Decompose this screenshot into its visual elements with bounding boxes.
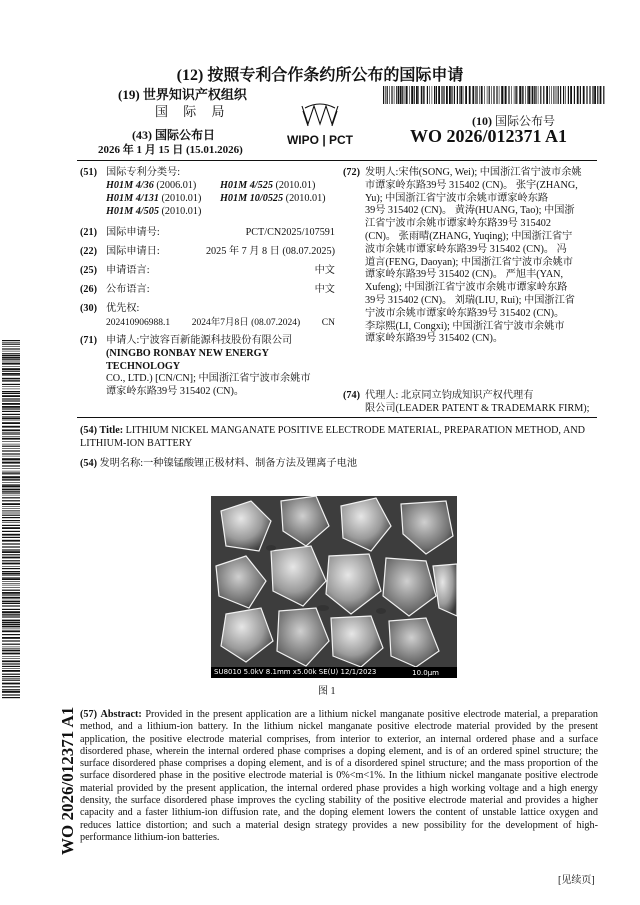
title-en: (54) Title: LITHIUM NICKEL MANGANATE POSITIVE ELECTRODE MATERIAL, PREPARATION METHOD, AND LITHIUM-ION BATTERY bbox=[80, 425, 586, 449]
ipc-row: H01M 4/505 (2010.01) bbox=[106, 205, 202, 217]
agent: 代理人: 北京同立钧成知识产权代理有 限公司(LEADER PATENT & TRADEMARK FIRM); bbox=[365, 390, 590, 414]
applicant: 申请人:宁波容百新能源科技股份有限公司 (NINGBO RONBAY NEW ENERGY TECHNOLOGY CO., LTD.) [CN/CN]; 中国浙江省宁波市余姚市 谭家岭东路39号 315402 (CN)。 bbox=[106, 335, 311, 398]
ipc-row: H01M 4/36 (2006.01) H01M 4/525 (2010.01) bbox=[106, 180, 316, 191]
priority-row: 202410906988.1 2024年7月8日 (08.07.2024) CN bbox=[106, 318, 335, 328]
document-title: (12) 按照专利合作条约所公布的国际申请 bbox=[176, 67, 464, 84]
inventors: 发明人:宋伟(SONG, Wei); 中国浙江省宁波市余姚 市谭家岭东路39号 315402 (CN)。 张宇(ZHANG, Yu); 中国浙江省宁波市余姚市谭家岭东路 39号 315402 (CN)。 黄涛(HUANG, Tao); 中国浙 江省宁波市余姚市谭家岭东路39号 315402 (CN)。 张雨晴(ZHANG, Yuqing); 中国浙江省宁 波市余姚市谭家岭东路39号 315402 (CN)。 冯 道言(FENG, Daoyan); 中国浙江省宁波市余姚市 谭家岭东路39号 315402 (CN)。 严旭丰(YAN, Xufeng); 中国浙江省宁波市余姚市谭家岭东路 39号 315402 (CN)。 刘瑞(LIU, Rui); 中国浙江省 宁波市余姚市谭家岭东路39号 315402 (CN)。 李琮熙(LI, Congxi); 中国浙江省宁波市余姚市 谭家岭东路39号 315402 (CN)。 bbox=[365, 167, 582, 345]
office-name-text: 世界知识产权组织 bbox=[142, 87, 247, 102]
sem-info-bar bbox=[211, 667, 457, 678]
left-column: (51) 国际专利分类号: H01M 4/36 (2006.01) H01M 4/525 (2010.01) H01M 4/131 (2010.01) H01M 10/0525 (2010.01) H01M 4/505 (2010.01) (21) 国际申请号: PCT/CN2025/107591 (22) 国际申请日: 2025 年 7 月 8 日 (08.07.2025) (25) 申请语言: 中文 (26) 公布语言: 中文 (30) 优先权: 202410906988.1 2024年7月8日 (08.07.2024) CN (71) 申请人:宁波容百新能源科技股份有限公司 (NINGBO RONBAY NEW ENERGY TECHNOLOGY CO., LTD.) [CN/CN]; 中国浙江省宁波市余姚市 谭家岭东路39号 315402 (CN)。 bbox=[80, 167, 335, 367]
sem-image bbox=[211, 496, 457, 667]
publication-number: WO 2026/012371 A1 bbox=[410, 126, 568, 146]
continued-note: [见续页] bbox=[558, 875, 595, 886]
ipc-row: H01M 4/131 (2010.01) H01M 10/0525 (2010.01) bbox=[106, 192, 326, 204]
scale-bar-label: 10.0μm bbox=[412, 669, 439, 677]
filing-date: 2025 年 7 月 8 日 (08.07.2025) bbox=[205, 246, 335, 257]
right-column: (72) 发明人:宋伟(SONG, Wei); 中国浙江省宁波市余姚 市谭家岭东路39号 315402 (CN)。 张宇(ZHANG, Yu); 中国浙江省宁波市余姚市谭家岭东路 39号 315402 (CN)。 黄涛(HUANG, Tao); 中国浙 江省宁波市余姚市谭家岭东路39号 315402 (CN)。 张雨晴(ZHANG, Yuqing); 中国浙江省宁 波市余姚市谭家岭东路39号 315402 (CN)。 冯 道言(FENG, Daoyan); 中国浙江省宁波市余姚市 谭家岭东路39号 315402 (CN)。 严旭丰(YAN, Xufeng); 中国浙江省宁波市余姚市谭家岭东路 39号 315402 (CN)。 刘瑞(LIU, Rui); 中国浙江省 宁波市余姚市谭家岭东路39号 315402 (CN)。 李琮熙(LI, Congxi); 中国浙江省宁波市余姚市 谭家岭东路39号 315402 (CN)。 (74) 代理人: 北京同立钧成知识产权代理有 限公司(LEADER PATENT & TRADEMARK FIRM); bbox=[343, 167, 599, 407]
wipo-pct-logo bbox=[272, 102, 368, 152]
office-sub: 国 际 局 bbox=[155, 104, 231, 119]
abstract: (57) Abstract: Provided in the present application are a lithium nickel manganate positive electrode material, a preparation method, and a lithium-ion battery. In the lithium nickel manganate positive electrode material provided by the present application, the positive electrode material comprises, from interior to exterior, an internal ordered phase and a surface disordered phase, wherein the internal ordered phase comprises a doping element, and is of an ordered spinel structure; the surface disordered phase comprises a doping element, and is of a disordered spinel structure; and the mass proportion of the surface disordered phase in the positive electrode material is 0%<m<1%. In the lithium nickel manganate positive electrode material provided by the present application, the internal ordered phase provides a high working voltage and a high energy density, the surface disordered phase improves the cycling stability of the positive electrode material and provides a higher capacity and a faster lithium-ion diffusion rate, and the doping element lowers the content of unstable lattice oxygen and reduces lattice distortion; and such a material design strategy provides a new possibility for the development of high-performance lithium-ion batteries. bbox=[80, 709, 599, 843]
pubdate-label: (43) 国际公布日 bbox=[132, 128, 216, 142]
ipc-list bbox=[106, 180, 338, 218]
divider bbox=[77, 160, 597, 161]
publication-date: 2026 年 1 月 15 日 (15.01.2026) bbox=[98, 144, 243, 156]
side-barcode-icon bbox=[2, 340, 20, 700]
title-zh: (54) 发明名称:一种镍锰酸锂正极材料、制备方法及锂离子电池 bbox=[80, 458, 358, 469]
application-number: PCT/CN2025/107591 bbox=[245, 227, 335, 238]
side-publication-number: WO 2026/012371 A1 bbox=[58, 706, 77, 855]
divider bbox=[77, 417, 597, 418]
office-name bbox=[118, 86, 247, 120]
office-code: (19) bbox=[118, 87, 140, 102]
logo-text: WIPO | PCT bbox=[286, 133, 354, 147]
pubno-label: (10) 国际公布号 bbox=[472, 114, 556, 128]
figure-caption: 图 1 bbox=[318, 686, 336, 697]
barcode-icon bbox=[383, 86, 605, 104]
sem-micrograph bbox=[211, 496, 457, 678]
sem-info: SU8010 5.0kV 8.1mm x5.00k SE(U) 12/1/2023 bbox=[214, 668, 377, 676]
abstract-text: Provided in the present application are a lithium nickel manganate positive electrode material, a preparation method, and a lithium-ion battery. In the lithium nickel manganate positive electrode material provided by the present application, the positive electrode material comprises, from interior to exterior, an internal ordered phase and a surface disordered phase, wherein the internal ordered phase comprises a doping element, and is of an ordered spinel structure; the surface disordered phase comprises a doping element, and is of a disordered spinel structure; and the mass proportion of the surface disordered phase in the positive electrode material is 0%<m<1%. In the lithium nickel manganate positive electrode material provided by the present application, the internal ordered phase provides a high working voltage and a high energy density, the surface disordered phase improves the cycling stability of the positive electrode material and provides a higher capacity and a faster lithium-ion diffusion rate, and the doping element lowers the content of unstable lattice oxygen and reduces lattice distortion; and such a material design strategy provides a new possibility for the development of high-performance lithium-ion batteries. bbox=[80, 709, 599, 843]
